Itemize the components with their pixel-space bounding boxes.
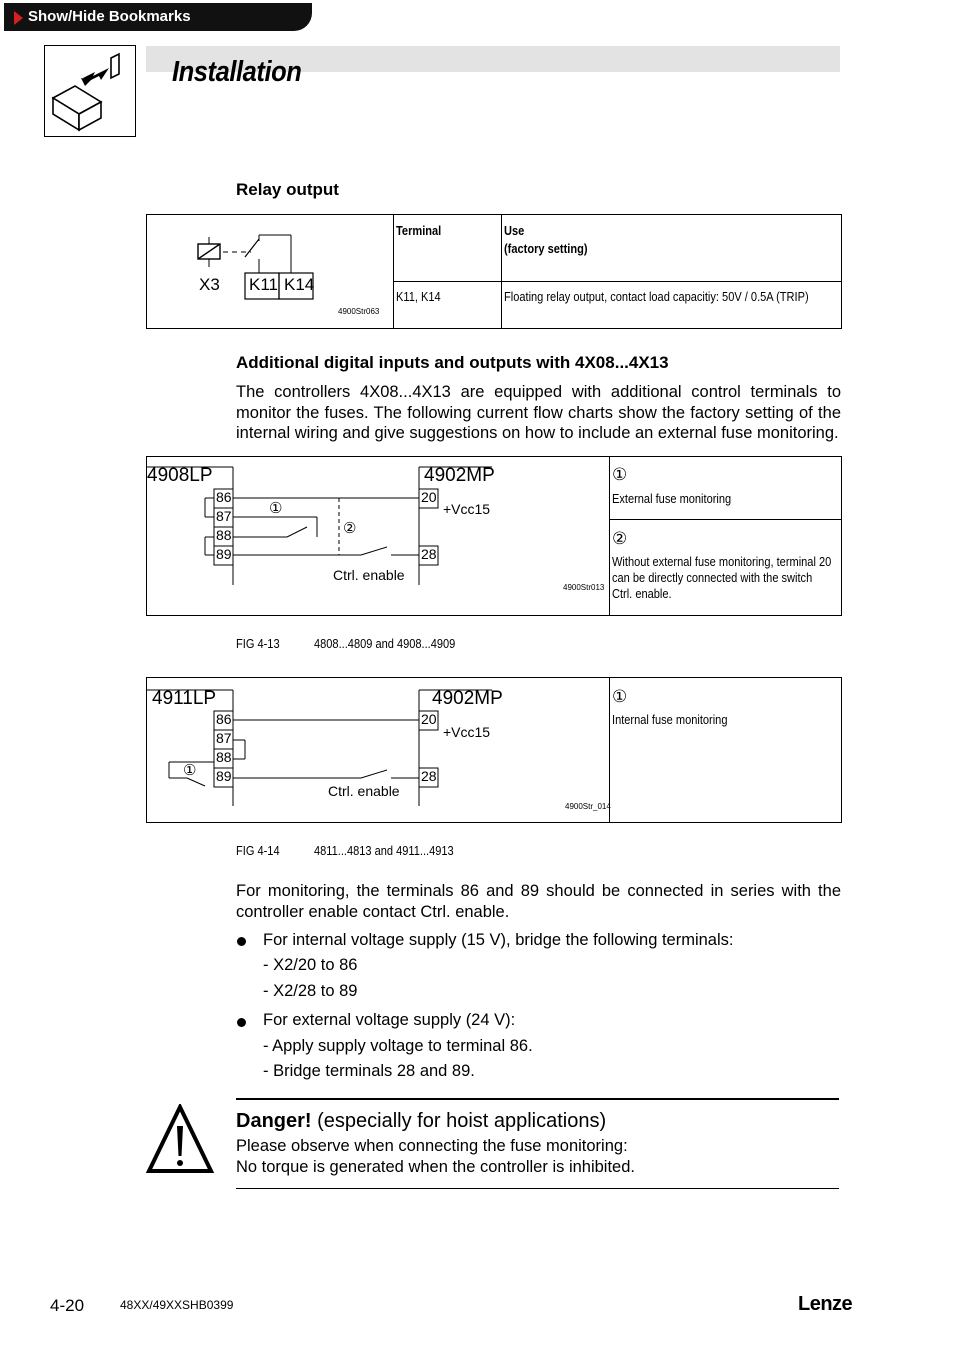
fig14-marker-1: ① [183, 762, 197, 779]
bullet-external-step-2: - Bridge terminals 28 and 89. [263, 1062, 475, 1080]
danger-line-2: No torque is generated when the controller is inhibited. [236, 1158, 635, 1176]
relay-output-heading: Relay output [236, 180, 339, 199]
warning-triangle-icon [146, 1104, 214, 1179]
diagram-ref: 4900Str063 [338, 307, 380, 316]
danger-title [236, 1110, 606, 1133]
fig14-caption-number: FIG 4-14 [236, 843, 280, 858]
danger-top-rule [236, 1098, 839, 1100]
fig14-note1: Internal fuse monitoring [612, 712, 728, 727]
fig13-ref: 4900Str013 [563, 583, 605, 592]
k14-label: K14 [284, 275, 315, 294]
fig13-vcc: +Vcc15 [443, 501, 491, 517]
fig13-terminal-20: 20 [421, 489, 437, 505]
page-title: Installation [172, 56, 302, 88]
fig13-terminal-88: 88 [216, 527, 232, 543]
fig13-terminal-87: 87 [216, 508, 232, 524]
danger-line-1: Please observe when connecting the fuse monitoring: [236, 1137, 628, 1155]
fig13-marker-1: ① [269, 500, 283, 517]
fig14-vcc: +Vcc15 [443, 724, 491, 740]
fig14-ref: 4900Str_014 [565, 802, 611, 811]
digital-io-intro: The controllers 4X08...4X13 are equipped with additional control terminals to monitor the fuses. The following current flow charts show the factory setting of the internal wiring and give suggestions on how to include an external fuse monitoring. [236, 383, 841, 442]
digital-io-heading: Additional digital inputs and outputs with 4X08...4X13 [236, 353, 669, 372]
row-use-cell: Floating relay output, contact load capacitiy: 50V / 0.5A (TRIP) [504, 289, 809, 304]
lenze-logo: Lenze [798, 1293, 853, 1315]
danger-title-bold: Danger! [236, 1110, 312, 1132]
bookmark-label: Show/Hide Bookmarks [28, 8, 191, 25]
fig13-terminal-28: 28 [421, 546, 437, 562]
fig14-terminal-87: 87 [216, 730, 232, 746]
show-hide-bookmarks-button[interactable] [4, 3, 312, 31]
fig13-caption-text: 4808...4809 and 4908...4909 [314, 636, 456, 651]
fig14-left-label: 4911LP [152, 688, 217, 709]
fig13-ctrl-enable: Ctrl. enable [333, 567, 405, 583]
fig14-note1-mark: ① [612, 687, 628, 706]
fig13-terminal-89: 89 [216, 546, 232, 562]
fig14-ctrl-enable: Ctrl. enable [328, 783, 400, 799]
figure-4-13 [146, 456, 842, 616]
fig14-caption-text: 4811...4813 and 4911...4913 [314, 843, 454, 858]
relay-diagram [147, 215, 393, 328]
installation-box-icon [44, 45, 136, 137]
arrow-right-icon [14, 11, 23, 25]
fig14-terminal-20: 20 [421, 711, 437, 727]
page-number: 4-20 [50, 1296, 85, 1315]
bullet-internal-supply: For internal voltage supply (15 V), bridge the following terminals: [263, 931, 734, 949]
bullet-dot [237, 937, 246, 946]
fig13-caption-number: FIG 4-13 [236, 636, 280, 651]
fig14-right-label: 4902MP [432, 688, 503, 709]
col-use-sub: (factory setting) [504, 241, 588, 256]
col-terminal-header: Terminal [396, 223, 442, 238]
fig13-note2: Without external fuse monitoring, terminal 20 can be directly connected with the switch Ctrl. enable. [612, 554, 832, 601]
fig13-right-label: 4902MP [424, 465, 495, 486]
bullet-internal-step-2: - X2/28 to 89 [263, 982, 358, 1000]
bullet-internal-step-1: - X2/20 to 86 [263, 956, 358, 974]
bullet-dot [237, 1018, 246, 1027]
bullet-external-step-1: - Apply supply voltage to terminal 86. [263, 1037, 533, 1055]
danger-bottom-rule [236, 1188, 839, 1189]
fig13-marker-2: ② [343, 520, 357, 537]
fig13-note1: External fuse monitoring [612, 491, 732, 506]
fig14-terminal-28: 28 [421, 768, 437, 784]
x3-label: X3 [199, 275, 220, 294]
bullet-external-supply: For external voltage supply (24 V): [263, 1011, 516, 1029]
col-use-header: Use [504, 223, 525, 238]
fig14-terminal-86: 86 [216, 711, 232, 727]
doc-code: 48XX/49XXSHB0399 [120, 1298, 234, 1312]
relay-table [146, 214, 842, 329]
danger-title-rest: (especially for hoist applications) [311, 1110, 607, 1132]
fig14-terminal-89: 89 [216, 768, 232, 784]
figure-4-14 [146, 677, 842, 823]
k11-label: K11 [249, 275, 278, 294]
fig13-left-label: 4908LP [147, 465, 213, 486]
fig13-note2-mark: ② [612, 529, 628, 548]
monitoring-paragraph: For monitoring, the terminals 86 and 89 should be connected in series with the controller enable contact Ctrl. enable. [236, 882, 841, 921]
fig13-terminal-86: 86 [216, 489, 232, 505]
fig13-note1-mark: ① [612, 465, 628, 484]
row-terminal-cell: K11, K14 [396, 289, 441, 304]
fig14-terminal-88: 88 [216, 749, 232, 765]
